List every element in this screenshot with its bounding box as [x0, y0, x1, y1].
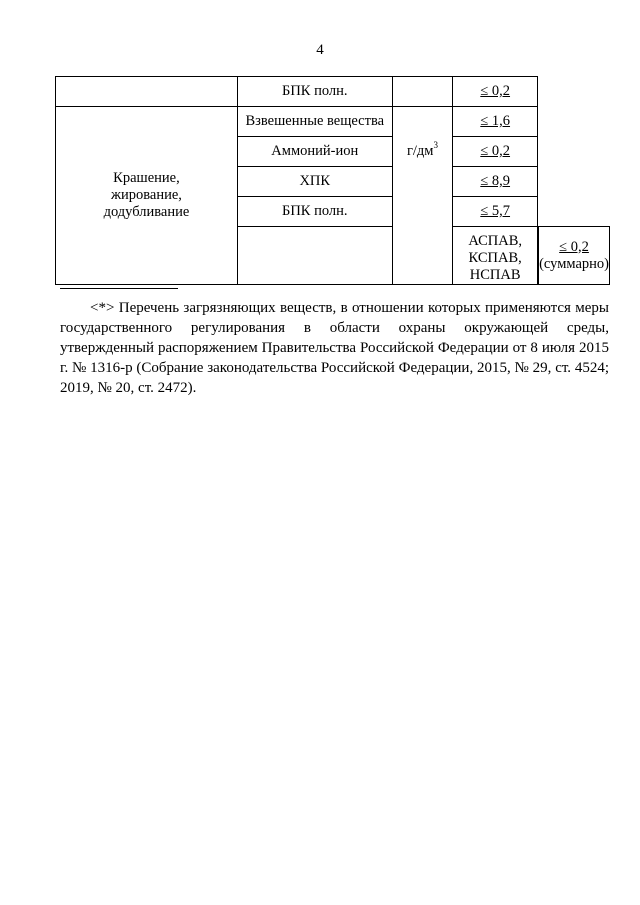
table-row	[56, 107, 610, 137]
norms-table	[55, 76, 610, 285]
process-cell: Крашение, жирование, додубливание	[56, 107, 238, 285]
value-cell	[539, 227, 610, 285]
footnote-text: <*> Перечень загрязняющих веществ, в отношении которых применяются меры государственного регулирования в области охраны окружающей среды, утвержденный распоряжением Правительства Российской Федерации от 8 июля 2015 г. № 1316-р (Собрание законодательства Российской Федерации, 2015, № 29, ст. 4524; 2019, № 20, ст. 2472).	[60, 300, 609, 396]
value-text: ≤ 1,6	[480, 113, 511, 129]
table-row	[56, 77, 610, 107]
substance-cell: БПК полн.	[237, 77, 392, 107]
footnote-divider	[60, 288, 178, 289]
value-text: ≤ 8,9	[480, 173, 511, 189]
value-text: ≤ 0,2	[480, 143, 511, 159]
value-text: ≤ 5,7	[480, 203, 511, 219]
substance-cell: Аммоний-ион	[237, 137, 392, 167]
unit-cell-empty	[392, 77, 453, 107]
substance-cell: ХПК	[237, 167, 392, 197]
unit-text: г/дм	[406, 143, 434, 159]
value-cell	[453, 77, 538, 107]
process-cell-empty	[56, 77, 238, 107]
value-cell	[453, 107, 538, 137]
substance-cell: АСПАВ, КСПАВ, НСПАВ	[453, 227, 538, 285]
value-text: ≤ 0,2	[559, 238, 589, 255]
value-cell	[453, 197, 538, 227]
unit-cell	[392, 107, 453, 285]
unit-superscript: 3	[433, 140, 438, 150]
substance-cell: Взвешенные вещества	[237, 107, 392, 137]
substance-cell: БПК полн.	[237, 197, 392, 227]
page-number: 4	[316, 42, 324, 58]
value-cell	[453, 167, 538, 197]
value-cell	[453, 137, 538, 167]
process-cell-empty	[237, 227, 392, 285]
value-note: (суммарно)	[539, 255, 609, 272]
value-text: ≤ 0,2	[480, 83, 511, 99]
